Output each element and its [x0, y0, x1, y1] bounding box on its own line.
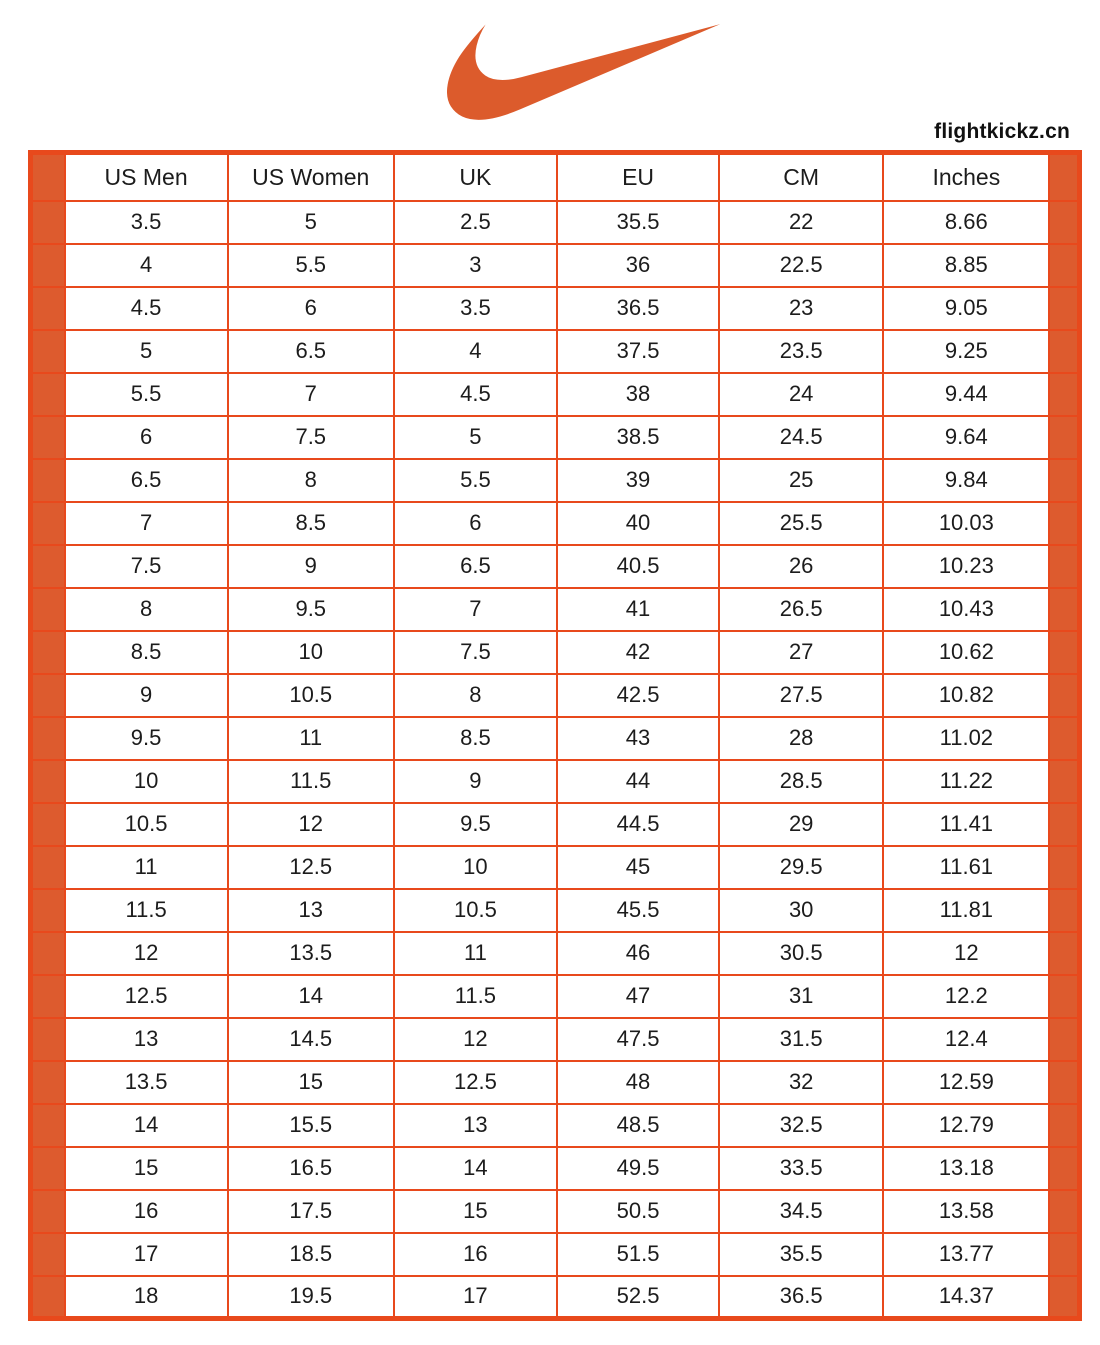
size-cell: 11.02 [883, 717, 1049, 760]
size-cell: 51.5 [557, 1233, 719, 1276]
left-accent-bar [31, 545, 65, 588]
size-cell: 7 [228, 373, 394, 416]
size-cell: 5.5 [65, 373, 228, 416]
size-cell: 14.5 [228, 1018, 394, 1061]
size-conversion-table [28, 150, 1082, 1321]
size-cell: 36 [557, 244, 719, 287]
size-cell: 12.4 [883, 1018, 1049, 1061]
left-accent-bar [31, 717, 65, 760]
size-cell: 13.77 [883, 1233, 1049, 1276]
size-cell: 12.5 [394, 1061, 557, 1104]
right-accent-bar [1049, 674, 1079, 717]
size-cell: 12 [228, 803, 394, 846]
size-cell: 5 [394, 416, 557, 459]
size-cell: 9 [394, 760, 557, 803]
size-cell: 26.5 [719, 588, 883, 631]
size-cell: 48.5 [557, 1104, 719, 1147]
size-cell: 42.5 [557, 674, 719, 717]
size-cell: 11 [65, 846, 228, 889]
table-row [31, 717, 1080, 760]
size-cell: 24.5 [719, 416, 883, 459]
size-cell: 25.5 [719, 502, 883, 545]
size-cell: 16.5 [228, 1147, 394, 1190]
right-accent-bar [1049, 717, 1079, 760]
size-cell: 14.37 [883, 1276, 1049, 1319]
left-accent-bar [31, 244, 65, 287]
size-cell: 12.79 [883, 1104, 1049, 1147]
table-row [31, 373, 1080, 416]
table-row [31, 502, 1080, 545]
size-cell: 7.5 [228, 416, 394, 459]
size-cell: 17.5 [228, 1190, 394, 1233]
right-accent-bar [1049, 459, 1079, 502]
size-cell: 6.5 [228, 330, 394, 373]
size-cell: 13 [228, 889, 394, 932]
table-row [31, 846, 1080, 889]
size-cell: 40.5 [557, 545, 719, 588]
size-cell: 8.66 [883, 201, 1049, 244]
column-header-us-women: US Women [228, 153, 394, 201]
table-row [31, 1190, 1080, 1233]
brand-logo [447, 8, 722, 136]
table-row [31, 1018, 1080, 1061]
size-cell: 14 [228, 975, 394, 1018]
size-cell: 36.5 [719, 1276, 883, 1319]
size-cell: 12.59 [883, 1061, 1049, 1104]
right-accent-bar [1049, 153, 1079, 201]
size-cell: 13 [65, 1018, 228, 1061]
size-cell: 10.62 [883, 631, 1049, 674]
table-row [31, 588, 1080, 631]
left-accent-bar [31, 1018, 65, 1061]
size-cell: 28.5 [719, 760, 883, 803]
size-cell: 37.5 [557, 330, 719, 373]
right-accent-bar [1049, 889, 1079, 932]
size-cell: 10.43 [883, 588, 1049, 631]
table-row [31, 1147, 1080, 1190]
nike-swoosh-icon [447, 8, 722, 136]
right-accent-bar [1049, 1233, 1079, 1276]
right-accent-bar [1049, 803, 1079, 846]
size-cell: 44 [557, 760, 719, 803]
left-accent-bar [31, 153, 65, 201]
size-cell: 5.5 [394, 459, 557, 502]
size-cell: 24 [719, 373, 883, 416]
size-cell: 16 [394, 1233, 557, 1276]
left-accent-bar [31, 330, 65, 373]
column-header-eu: EU [557, 153, 719, 201]
size-cell: 13.5 [228, 932, 394, 975]
size-cell: 6 [228, 287, 394, 330]
right-accent-bar [1049, 1276, 1079, 1319]
left-accent-bar [31, 631, 65, 674]
size-cell: 11.61 [883, 846, 1049, 889]
table-row [31, 1276, 1080, 1319]
size-cell: 34.5 [719, 1190, 883, 1233]
left-accent-bar [31, 1147, 65, 1190]
left-accent-bar [31, 674, 65, 717]
size-cell: 9.84 [883, 459, 1049, 502]
left-accent-bar [31, 1104, 65, 1147]
size-cell: 25 [719, 459, 883, 502]
size-cell: 9 [65, 674, 228, 717]
right-accent-bar [1049, 1190, 1079, 1233]
size-cell: 11.41 [883, 803, 1049, 846]
size-cell: 8 [394, 674, 557, 717]
size-cell: 10.5 [394, 889, 557, 932]
size-cell: 15.5 [228, 1104, 394, 1147]
size-cell: 35.5 [557, 201, 719, 244]
left-accent-bar [31, 803, 65, 846]
size-cell: 9 [228, 545, 394, 588]
size-cell: 9.44 [883, 373, 1049, 416]
size-cell: 14 [65, 1104, 228, 1147]
size-cell: 52.5 [557, 1276, 719, 1319]
table-row [31, 244, 1080, 287]
size-cell: 11.5 [228, 760, 394, 803]
right-accent-bar [1049, 588, 1079, 631]
size-cell: 8 [65, 588, 228, 631]
size-cell: 23.5 [719, 330, 883, 373]
table-row [31, 803, 1080, 846]
size-cell: 9.05 [883, 287, 1049, 330]
size-cell: 5 [65, 330, 228, 373]
left-accent-bar [31, 201, 65, 244]
size-cell: 23 [719, 287, 883, 330]
left-accent-bar [31, 760, 65, 803]
left-accent-bar [31, 1061, 65, 1104]
size-cell: 27.5 [719, 674, 883, 717]
table-row [31, 201, 1080, 244]
size-cell: 8.85 [883, 244, 1049, 287]
size-cell: 7.5 [65, 545, 228, 588]
size-cell: 10 [228, 631, 394, 674]
size-cell: 10.23 [883, 545, 1049, 588]
size-cell: 10.03 [883, 502, 1049, 545]
size-cell: 11.22 [883, 760, 1049, 803]
table-row [31, 889, 1080, 932]
size-cell: 15 [228, 1061, 394, 1104]
size-cell: 38 [557, 373, 719, 416]
size-cell: 22 [719, 201, 883, 244]
left-accent-bar [31, 1233, 65, 1276]
table-row [31, 760, 1080, 803]
size-cell: 9.25 [883, 330, 1049, 373]
size-cell: 5.5 [228, 244, 394, 287]
table-row [31, 674, 1080, 717]
size-cell: 9.64 [883, 416, 1049, 459]
size-cell: 18.5 [228, 1233, 394, 1276]
size-cell: 12.5 [228, 846, 394, 889]
right-accent-bar [1049, 201, 1079, 244]
table-row [31, 631, 1080, 674]
size-cell: 18 [65, 1276, 228, 1319]
size-cell: 12 [883, 932, 1049, 975]
size-cell: 19.5 [228, 1276, 394, 1319]
size-cell: 8 [228, 459, 394, 502]
size-cell: 33.5 [719, 1147, 883, 1190]
size-cell: 46 [557, 932, 719, 975]
size-cell: 11.5 [65, 889, 228, 932]
size-cell: 26 [719, 545, 883, 588]
size-cell: 15 [394, 1190, 557, 1233]
size-cell: 4 [65, 244, 228, 287]
left-accent-bar [31, 588, 65, 631]
size-cell: 3 [394, 244, 557, 287]
size-cell: 8.5 [65, 631, 228, 674]
size-cell: 10 [65, 760, 228, 803]
size-cell: 42 [557, 631, 719, 674]
size-cell: 9.5 [394, 803, 557, 846]
size-cell: 6.5 [65, 459, 228, 502]
size-cell: 12.2 [883, 975, 1049, 1018]
size-cell: 28 [719, 717, 883, 760]
size-cell: 11 [394, 932, 557, 975]
size-cell: 47.5 [557, 1018, 719, 1061]
size-cell: 45.5 [557, 889, 719, 932]
size-cell: 4.5 [65, 287, 228, 330]
right-accent-bar [1049, 975, 1079, 1018]
size-cell: 12 [65, 932, 228, 975]
size-cell: 22.5 [719, 244, 883, 287]
size-cell: 10.5 [228, 674, 394, 717]
size-cell: 9.5 [65, 717, 228, 760]
table-row [31, 1233, 1080, 1276]
right-accent-bar [1049, 545, 1079, 588]
size-cell: 31.5 [719, 1018, 883, 1061]
size-cell: 7 [394, 588, 557, 631]
left-accent-bar [31, 846, 65, 889]
table-row [31, 459, 1080, 502]
right-accent-bar [1049, 287, 1079, 330]
right-accent-bar [1049, 416, 1079, 459]
size-cell: 16 [65, 1190, 228, 1233]
right-accent-bar [1049, 1104, 1079, 1147]
header-row [31, 153, 1080, 201]
size-cell: 3.5 [394, 287, 557, 330]
size-cell: 4.5 [394, 373, 557, 416]
right-accent-bar [1049, 330, 1079, 373]
size-cell: 27 [719, 631, 883, 674]
size-cell: 47 [557, 975, 719, 1018]
size-cell: 8.5 [394, 717, 557, 760]
size-cell: 44.5 [557, 803, 719, 846]
size-cell: 5 [228, 201, 394, 244]
right-accent-bar [1049, 932, 1079, 975]
column-header-cm: CM [719, 153, 883, 201]
size-cell: 9.5 [228, 588, 394, 631]
size-cell: 43 [557, 717, 719, 760]
size-cell: 29 [719, 803, 883, 846]
left-accent-bar [31, 416, 65, 459]
right-accent-bar [1049, 373, 1079, 416]
table-row [31, 416, 1080, 459]
left-accent-bar [31, 889, 65, 932]
size-cell: 35.5 [719, 1233, 883, 1276]
size-cell: 7.5 [394, 631, 557, 674]
size-cell: 11.81 [883, 889, 1049, 932]
left-accent-bar [31, 287, 65, 330]
table-row [31, 330, 1080, 373]
size-cell: 50.5 [557, 1190, 719, 1233]
size-cell: 32 [719, 1061, 883, 1104]
column-header-inches: Inches [883, 153, 1049, 201]
right-accent-bar [1049, 1061, 1079, 1104]
size-cell: 6 [394, 502, 557, 545]
size-cell: 6.5 [394, 545, 557, 588]
size-cell: 12 [394, 1018, 557, 1061]
size-cell: 4 [394, 330, 557, 373]
size-cell: 13.18 [883, 1147, 1049, 1190]
size-cell: 14 [394, 1147, 557, 1190]
size-cell: 30.5 [719, 932, 883, 975]
left-accent-bar [31, 1276, 65, 1319]
size-cell: 7 [65, 502, 228, 545]
right-accent-bar [1049, 1018, 1079, 1061]
left-accent-bar [31, 373, 65, 416]
table-row [31, 545, 1080, 588]
size-cell: 6 [65, 416, 228, 459]
size-cell: 38.5 [557, 416, 719, 459]
size-cell: 10 [394, 846, 557, 889]
size-cell: 13.5 [65, 1061, 228, 1104]
size-cell: 11 [228, 717, 394, 760]
right-accent-bar [1049, 502, 1079, 545]
website-label: flightkickz.cn [934, 120, 1070, 143]
size-cell: 3.5 [65, 201, 228, 244]
size-cell: 39 [557, 459, 719, 502]
right-accent-bar [1049, 1147, 1079, 1190]
left-accent-bar [31, 502, 65, 545]
size-cell: 48 [557, 1061, 719, 1104]
size-cell: 17 [394, 1276, 557, 1319]
right-accent-bar [1049, 244, 1079, 287]
table-row [31, 975, 1080, 1018]
right-accent-bar [1049, 846, 1079, 889]
size-cell: 36.5 [557, 287, 719, 330]
size-cell: 13 [394, 1104, 557, 1147]
right-accent-bar [1049, 631, 1079, 674]
column-header-us-men: US Men [65, 153, 228, 201]
table-row [31, 287, 1080, 330]
left-accent-bar [31, 975, 65, 1018]
size-cell: 15 [65, 1147, 228, 1190]
table-row [31, 932, 1080, 975]
left-accent-bar [31, 1190, 65, 1233]
column-header-uk: UK [394, 153, 557, 201]
table-row [31, 1104, 1080, 1147]
size-cell: 8.5 [228, 502, 394, 545]
size-cell: 31 [719, 975, 883, 1018]
size-cell: 12.5 [65, 975, 228, 1018]
left-accent-bar [31, 459, 65, 502]
size-cell: 49.5 [557, 1147, 719, 1190]
size-cell: 45 [557, 846, 719, 889]
size-cell: 13.58 [883, 1190, 1049, 1233]
right-accent-bar [1049, 760, 1079, 803]
size-cell: 41 [557, 588, 719, 631]
size-cell: 32.5 [719, 1104, 883, 1147]
table-row [31, 1061, 1080, 1104]
size-cell: 30 [719, 889, 883, 932]
size-cell: 11.5 [394, 975, 557, 1018]
size-cell: 2.5 [394, 201, 557, 244]
size-cell: 29.5 [719, 846, 883, 889]
left-accent-bar [31, 932, 65, 975]
size-cell: 40 [557, 502, 719, 545]
size-cell: 10.5 [65, 803, 228, 846]
size-cell: 10.82 [883, 674, 1049, 717]
size-cell: 17 [65, 1233, 228, 1276]
